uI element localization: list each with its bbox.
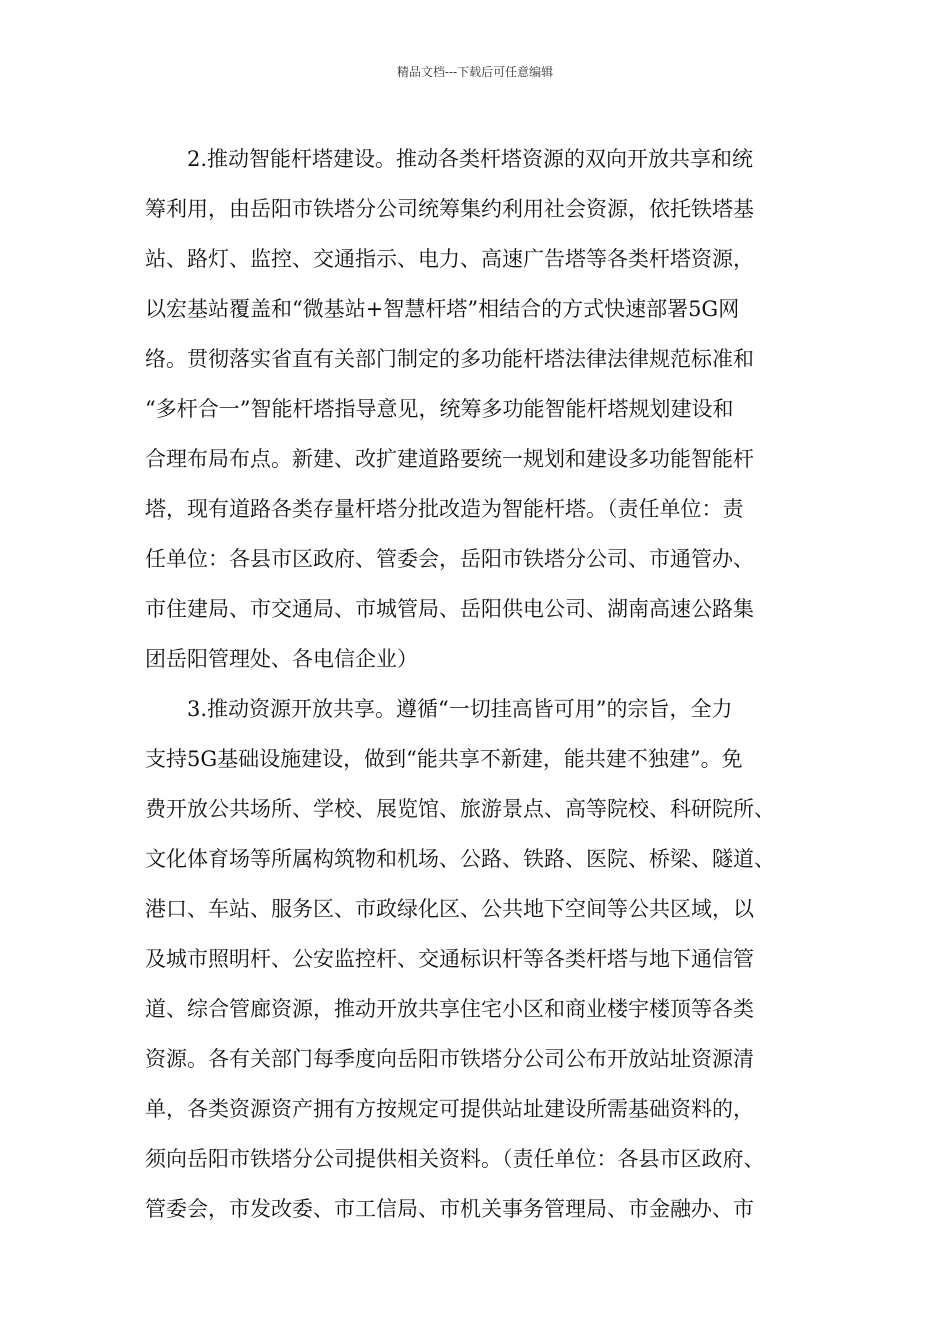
text-line: 络。贯彻落实省直有关部门制定的多功能杆塔法律法律规范标准和 (145, 347, 754, 371)
text-line: 港口、车站、服务区、市政绿化区、公共地下空间等公共区域，以 (145, 897, 754, 921)
paragraph-2 (145, 134, 825, 684)
text-line: 以宏基站覆盖和“微基站+智慧杆塔”相结合的方式快速部署5G网 (145, 297, 740, 321)
text-line: 单，各类资源资产拥有方按规定可提供站址建设所需基础资料的， (145, 1097, 754, 1121)
text-line: 费开放公共场所、学校、展览馆、旅游景点、高等院校、科研院所、 (145, 797, 775, 821)
text-line: 及城市照明杆、公安监控杆、交通标识杆等各类杆塔与地下通信管 (145, 947, 754, 971)
text-line: 3.推动资源开放共享。遵循“一切挂高皆可用”的宗旨，全力 (145, 697, 733, 721)
text-line: 须向岳阳市铁塔分公司提供相关资料。（责任单位：各县市区政府、 (145, 1147, 765, 1171)
text-line: 道、综合管廊资源，推动开放共享住宅小区和商业楼宇楼顶等各类 (145, 997, 754, 1021)
paragraph-3 (145, 684, 825, 1234)
text-line: 支持5G基础设施建设，做到“能共享不新建，能共建不独建”。免 (145, 747, 743, 771)
text-line: 合理布局布点。新建、改扩建道路要统一规划和建设多功能智能杆 (145, 447, 754, 471)
text-line: “多杆合一”智能杆塔指导意见，统筹多功能智能杆塔规划建设和 (145, 397, 734, 421)
text-line: 站、路灯、监控、交通指示、电力、高速广告塔等各类杆塔资源， (145, 247, 754, 271)
text-line: 市住建局、市交通局、市城管局、岳阳供电公司、湖南高速公路集 (145, 597, 754, 621)
text-line: 管委会，市发改委、市工信局、市机关事务管理局、市金融办、市 (145, 1197, 754, 1221)
document-body (145, 134, 825, 1234)
text-line: 资源。各有关部门每季度向岳阳市铁塔分公司公布开放站址资源清 (145, 1047, 754, 1071)
text-line: 团岳阳管理处、各电信企业） (145, 647, 418, 671)
text-line: 筹利用，由岳阳市铁塔分公司统筹集约利用社会资源，依托铁塔基 (145, 197, 754, 221)
text-line: 塔，现有道路各类存量杆塔分批改造为智能杆塔。（责任单位：责 (145, 497, 744, 521)
page-header: 精品文档---下载后可任意编辑 (396, 65, 554, 79)
text-line: 2.推动智能杆塔建设。推动各类杆塔资源的双向开放共享和统 (145, 147, 754, 171)
text-line: 任单位：各县市区政府、管委会，岳阳市铁塔分公司、市通管办、 (145, 547, 754, 571)
text-line: 文化体育场等所属构筑物和机场、公路、铁路、医院、桥梁、隧道、 (145, 847, 775, 871)
